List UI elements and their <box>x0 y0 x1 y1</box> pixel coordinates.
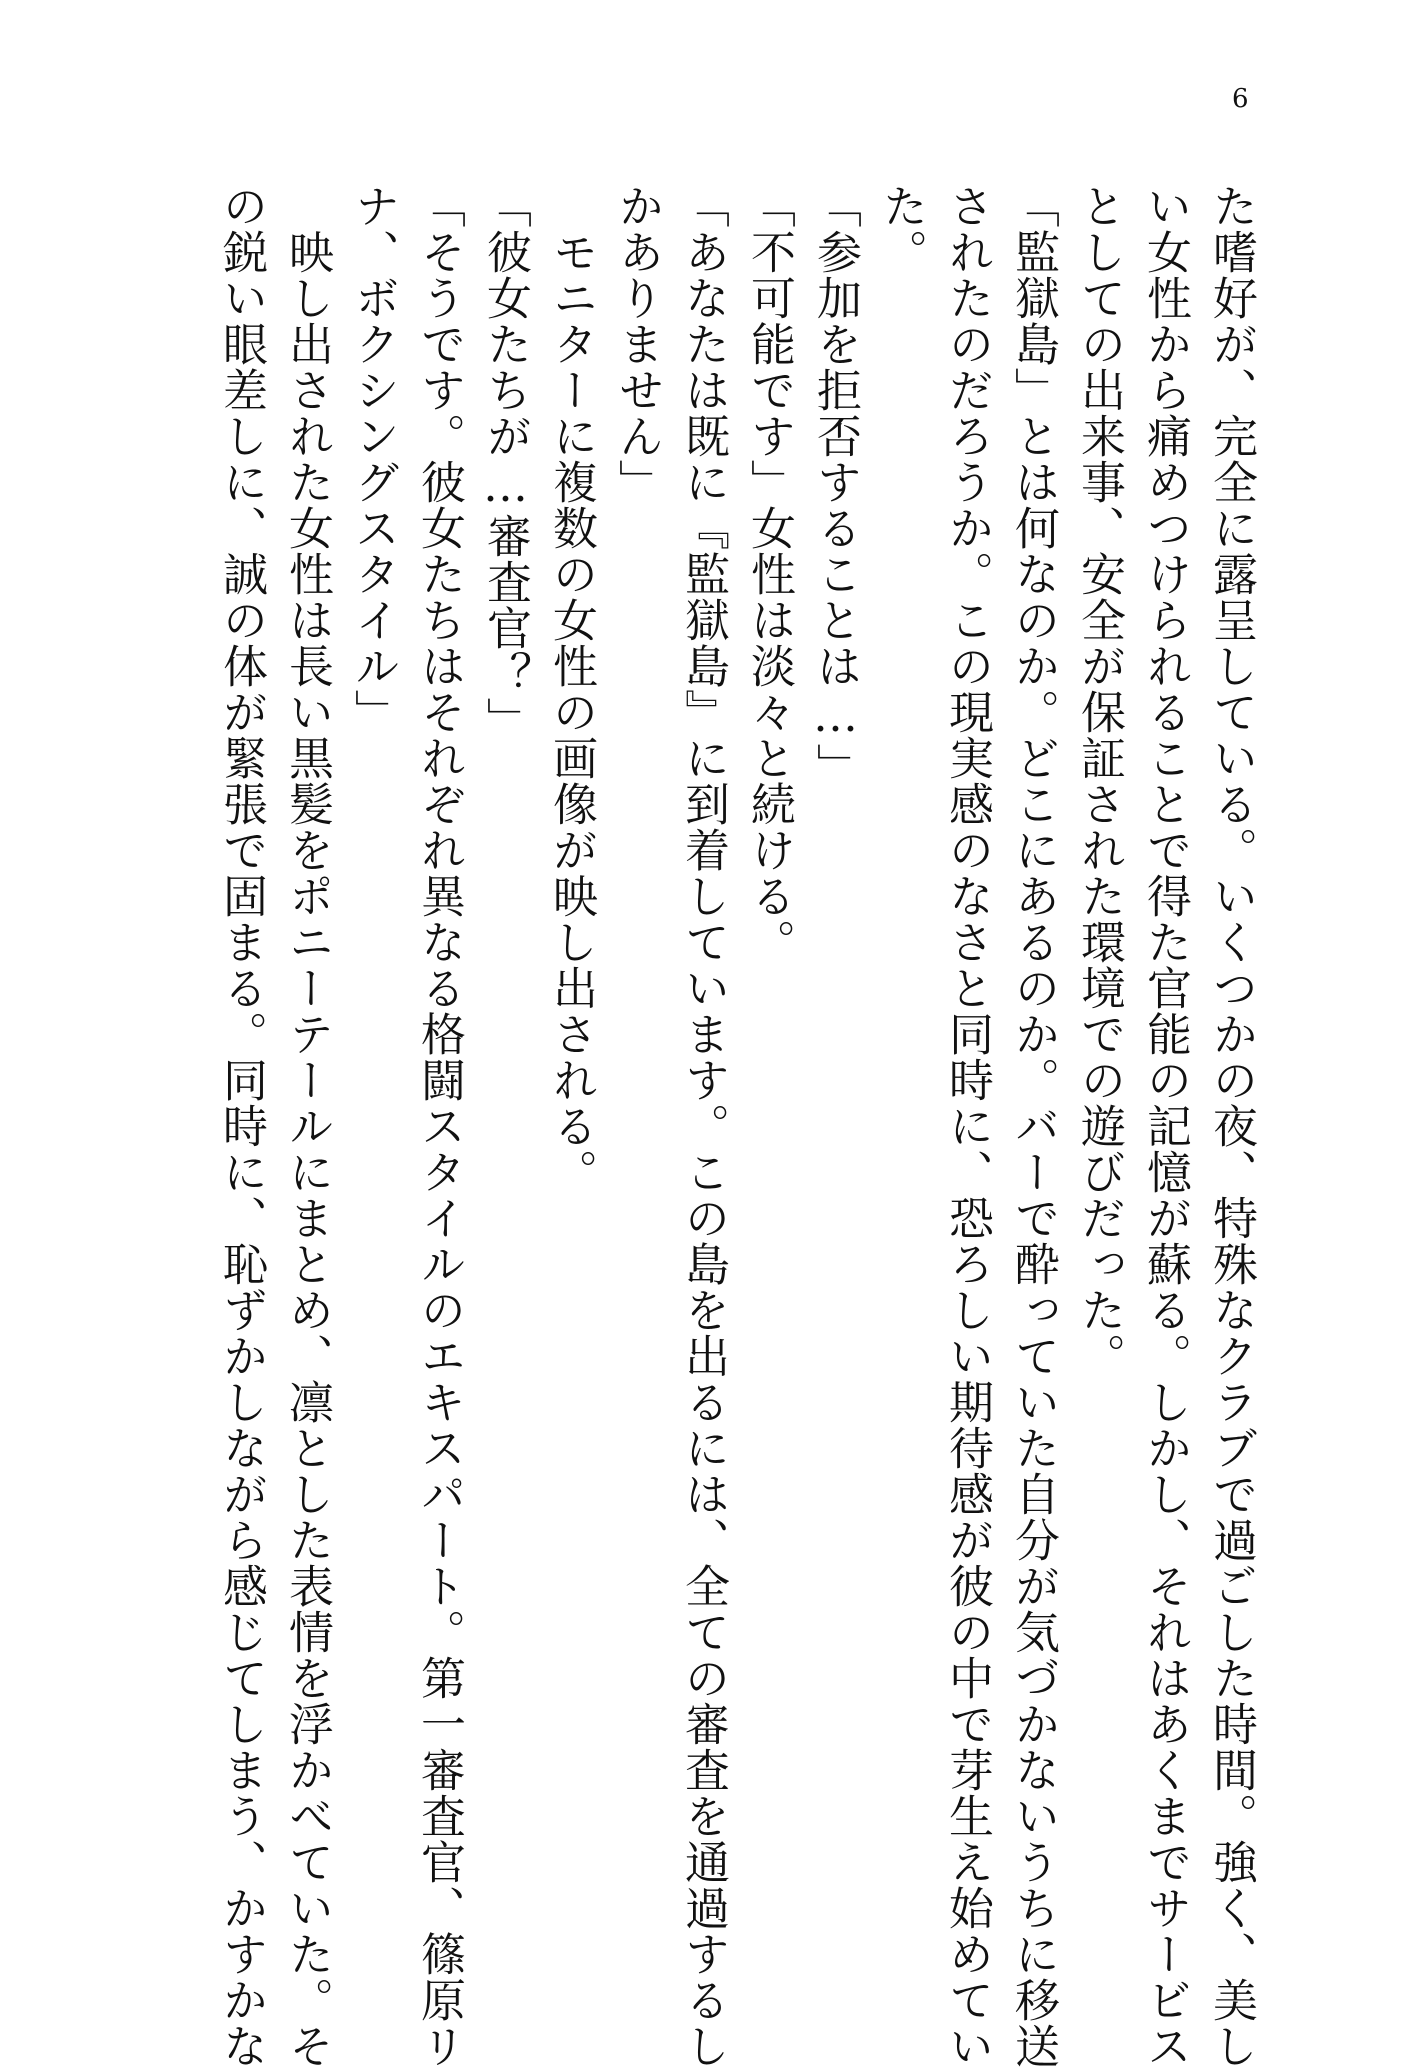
text-line: 「不可能です」女性は淡々と続ける。 <box>743 183 796 965</box>
text-line: モニターに複数の女性の画像が映し出される。 <box>545 183 598 1195</box>
text-line: 「監獄島」とは何なのか。どこにあるのか。バーで酔っていた自分が気づかないうちに移送 <box>1007 183 1060 2069</box>
text-line: 「そうです。彼女たちはそれぞれ異なる格闘スタイルのエキスパート。第一審査官、篠原リ <box>413 183 466 2069</box>
text-line: た嗜好が、完全に露呈している。いくつかの夜、特殊なクラブで過ごした時間。強く、美し <box>1205 183 1258 2069</box>
text-line: い女性から痛めつけられることで得た官能の記憶が蘇る。しかし、それはあくまでサービス <box>1139 183 1192 2069</box>
text-line: されたのだろうか。この現実感のなさと同時に、恐ろしい期待感が彼の中で芽生え始めてい <box>941 183 994 2069</box>
text-line: 「参加を拒否することは…」 <box>809 183 862 789</box>
text-line: ナ、ボクシングスタイル」 <box>347 183 400 735</box>
text-line: かありません」 <box>611 183 664 505</box>
text-line: 映し出された女性は長い黒髪をポニーテールにまとめ、凛とした表情を浮かべていた。そ <box>281 183 334 2069</box>
text-line: としての出来事、安全が保証された環境での遊びだった。 <box>1073 183 1126 1379</box>
page-number: 6 <box>1232 84 1249 114</box>
text-line: 「彼女たちが…審査官？」 <box>479 183 532 743</box>
text-line: の鋭い眼差しに、誠の体が緊張で固まる。同時に、恥ずかしながら感じてしまう、かすかな <box>215 183 268 2069</box>
text-line: 「あなたは既に『監獄島』に到着しています。この島を出るには、全ての審査を通過するし <box>677 183 730 2069</box>
body-text <box>134 183 1264 2069</box>
text-line: た。 <box>875 183 928 275</box>
